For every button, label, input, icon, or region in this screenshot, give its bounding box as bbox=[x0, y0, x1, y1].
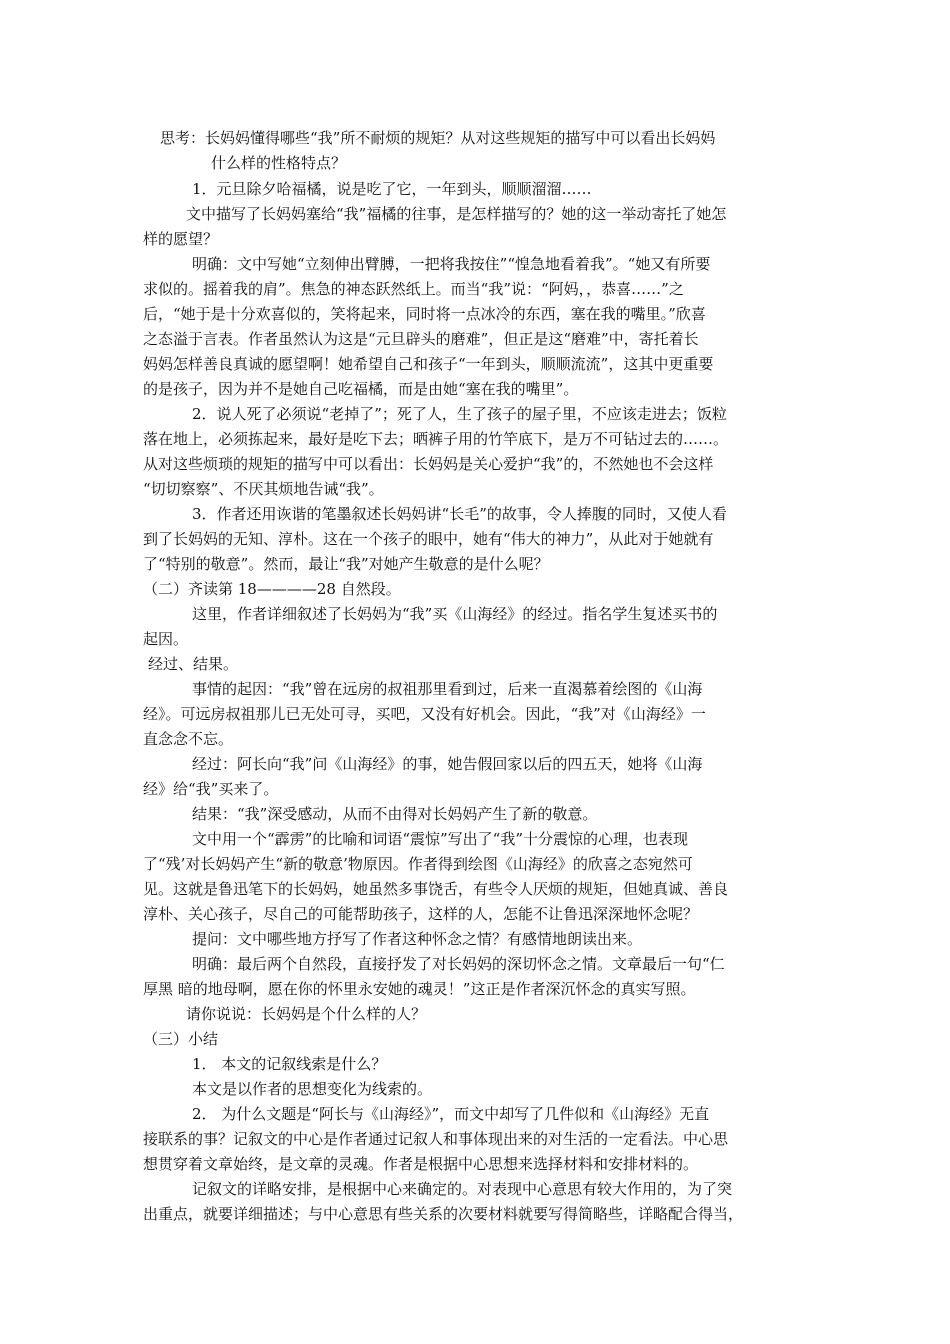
text-line: 事情的起因：“我”曾在远房的叔祖那里看到过，后来一直渴慕着绘图的《山海 bbox=[192, 680, 703, 698]
text-line: 这里，作者详细叙述了长妈妈为“我”买《山海经》的经过。指名学生复述买书的 bbox=[192, 605, 718, 623]
text-line: 本文是以作者的思想变化为线索的。 bbox=[192, 1080, 433, 1098]
text-line: 经》。可远房叔祖那儿已无处可寻，买吧，又没有好机会。因此，“我”对《山海经》一 bbox=[143, 705, 706, 723]
text-line: 什么样的性格特点？ bbox=[211, 154, 347, 172]
text-line: 结果：“我”深受感动，从而不由得对长妈妈产生了新的敬意。 bbox=[192, 805, 598, 823]
text-line: 经过：阿长向“我”问《山海经》的事，她告假回家以后的四五天，她将《山海 bbox=[192, 755, 703, 773]
text-line: 的是孩子，因为并不是她自己吃福橘，而是由她“塞在我的嘴里”。 bbox=[143, 380, 579, 398]
text-line: 样的愿望？ bbox=[143, 230, 219, 248]
section-heading: （二）齐读第 18————28 自然段。 bbox=[143, 580, 401, 598]
text-line: 妈妈怎样善良真诚的愿望啊！她希望自己和孩子“一年到头，顺顺流流”，这其中更重要 bbox=[143, 355, 714, 373]
text-line: 想贯穿着文章始终，是文章的灵魂。作者是根据中心思想来选择材料和安排材料的。 bbox=[143, 1155, 699, 1173]
text-line: 起因。 bbox=[143, 630, 189, 648]
text-line: 3．作者还用诙谐的笔墨叙述长妈妈讲“长毛”的故事，令人捧腹的同时，又使人看 bbox=[192, 505, 727, 523]
text-line: 到了长妈妈的无知、淳朴。这在一个孩子的眼中，她有“伟大的神力”，从此对于她就有 bbox=[143, 530, 714, 548]
text-line: 1． 本文的记叙线索是什么？ bbox=[192, 1055, 387, 1073]
text-line: 接联系的事？记叙文的中心是作者通过记叙人和事体现出来的对生活的一定看法。中心思 bbox=[143, 1130, 729, 1148]
text-line: 2．说人死了必须说“老掉了”；死了人，生了孩子的屋子里，不应该走进去；饭粒 bbox=[192, 405, 727, 423]
text-line: 出重点，就要详细描述；与中心意思有些关系的次要材料就要写得简略些，详略配合得当， bbox=[143, 1205, 744, 1223]
text-line: 2． 为什么文题是“阿长与《山海经》”，而文中却写了几件似和《山海经》无直 bbox=[192, 1105, 710, 1123]
text-line: 提问：文中哪些地方抒写了作者这种怀念之情？有感情地朗读出来。 bbox=[192, 930, 643, 948]
text-line: 经过、结果。 bbox=[148, 655, 239, 673]
text-line: 落在地上，必须拣起来，最好是吃下去；晒裤子用的竹竿底下，是万不可钻过去的……。 bbox=[143, 430, 729, 448]
text-line: 思考：长妈妈懂得哪些“我”所不耐烦的规矩？从对这些规矩的描写中可以看出长妈妈 bbox=[160, 129, 716, 147]
text-line: “切切察察”、不厌其烦地告诫“我”。 bbox=[143, 480, 384, 498]
text-line: 了“残’对长妈妈产生“新的敬意’物原因。作者得到绘图《山海经》的欣喜之态宛然可 bbox=[143, 855, 693, 873]
text-line: 经》给“我”买来了。 bbox=[143, 780, 279, 798]
text-line: 后，“她于是十分欢喜似的，笑将起来，同时将一点冰冷的东西，塞在我的嘴里。”欣喜 bbox=[143, 305, 706, 323]
text-line: 明确：最后两个自然段，直接抒发了对长妈妈的深切怀念之情。文章最后一句“仁 bbox=[192, 955, 725, 973]
text-line: 记叙文的详略安排，是根据中心来确定的。对表现中心意思有较大作用的，为了突 bbox=[192, 1180, 733, 1198]
text-line: 请你说说：长妈妈是个什么样的人？ bbox=[186, 1005, 427, 1023]
text-line: 直念念不忘。 bbox=[143, 730, 234, 748]
text-line: 厚黑 暗的地母啊，愿在你的怀里永安她的魂灵！”这正是作者深沉怀念的真实写照。 bbox=[143, 980, 696, 998]
text-line: 明确：文中写她“立刻伸出臂膊，一把将我按住”“惶急地看着我”。“她又有所要 bbox=[192, 255, 711, 273]
text-line: 见。这就是鲁迅笔下的长妈妈，她虽然多事饶舌，有些令人厌烦的规矩，但她真诚、善良 bbox=[143, 880, 729, 898]
text-line: 从对这些烦琐的规矩的描写中可以看出：长妈妈是关心爱护“我”的，不然她也不会这样 bbox=[143, 455, 714, 473]
text-line: 文中用一个“霹雳”的比喻和词语“震惊”写出了“我”十分震惊的心理，也表现 bbox=[192, 830, 689, 848]
text-line: 之态溢于言表。作者虽然认为这是“元旦辟头的磨难”，但正是这“磨难”中，寄托着长 bbox=[143, 330, 699, 348]
text-line: 文中描写了长妈妈塞给“我”福橘的往事，是怎样描写的？她的这一举动寄托了她怎 bbox=[186, 205, 727, 223]
text-line: 淳朴、关心孩子，尽自己的可能帮助孩子，这样的人，怎能不让鲁迅深深地怀念呢？ bbox=[143, 905, 699, 923]
text-line: 求似的。摇着我的肩”。焦急的神态跃然纸上。而当“我”说：“阿妈，，恭喜……”之 bbox=[143, 280, 684, 298]
text-line: 了“特别的敬意”。然而，最让“我”对她产生敬意的是什么呢？ bbox=[143, 555, 549, 573]
text-line: 1．元旦除夕哈福橘，说是吃了它，一年到头，顺顺溜溜…… bbox=[192, 180, 592, 198]
section-heading: （三）小结 bbox=[143, 1030, 219, 1048]
